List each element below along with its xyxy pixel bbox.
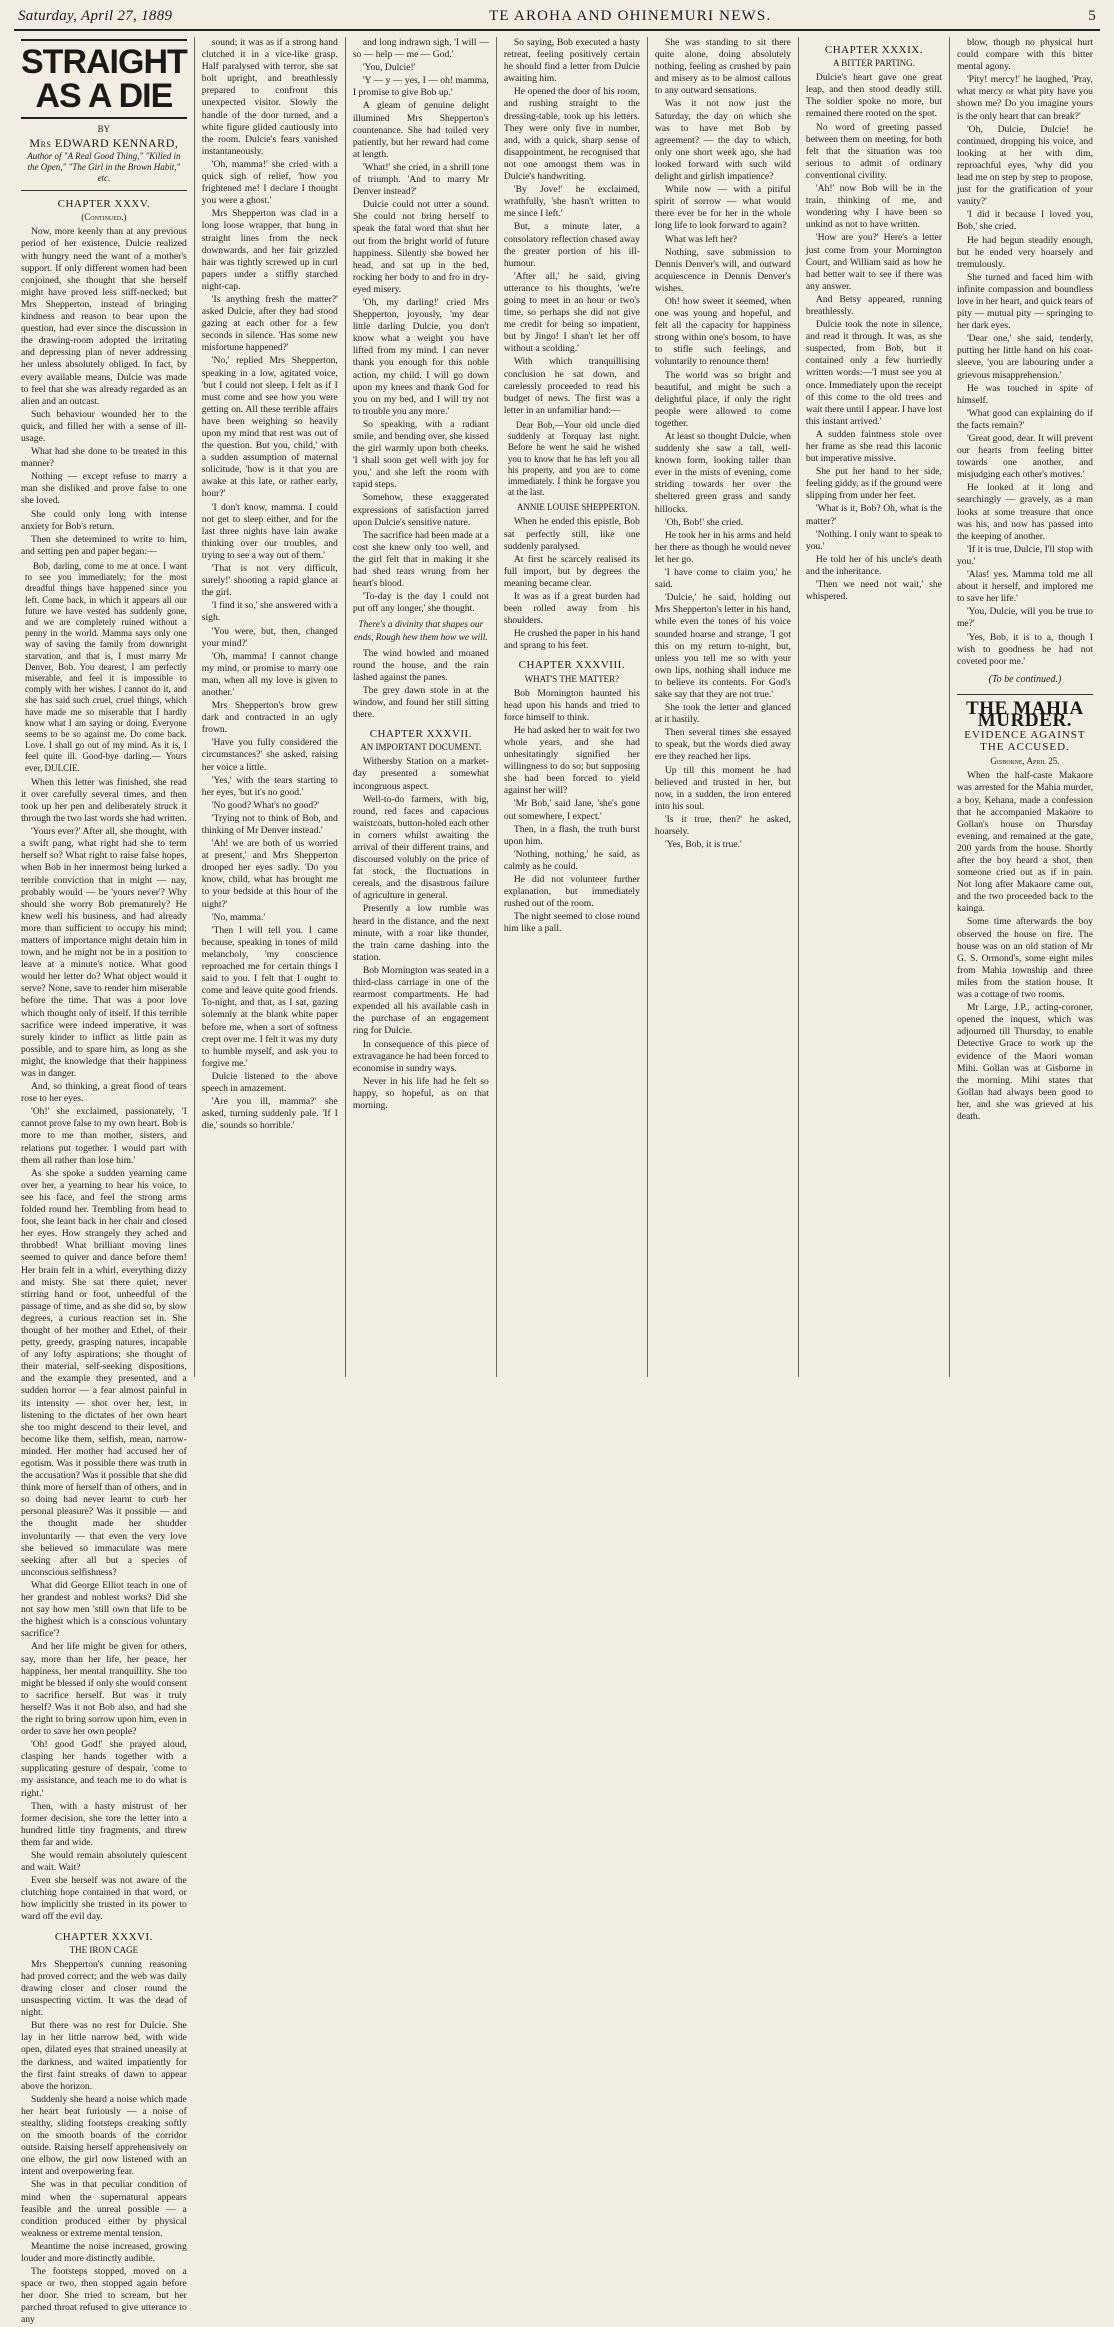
paragraph: 'After all,' he said, giving utterance to his thoughts, 'we're going to meet in an hour or two's time, so perhaps she did not give me credit for being so impatient, but by Jingo! I shan't let her off without a scolding.' <box>503 270 640 355</box>
article-dateline: Gisborne, April 25. <box>990 756 1060 767</box>
paragraph: He took her in his arms and held her there as though he would never let her go. <box>654 529 791 565</box>
paragraph: And her life might be given for others, say, more than her life, her peace, her happiness, her mental tranquillity. She too might be blessed if only she would consent to sacrifice herself. But was it truly herself? Was it not Bob also, and had she the right to bring sorrow upon him, even in order to save her own people? <box>21 1641 187 1738</box>
letter-text: Dear Bob,—Your old uncle died suddenly at Torquay last night. Before he went he said he wished you to know that he has left you all his property, and you are to come immediately. I think he forgave you at the last. <box>507 419 640 498</box>
issue-date: Saturday, April 27, 1889 <box>18 8 173 24</box>
letter <box>25 561 187 774</box>
author-credits: Author of "A Real Good Thing," "Killed in the Open," "The Girl in the Brown Habit," etc. <box>27 151 181 184</box>
paragraph: Oh! how sweet it seemed, when one was young and hopeful, and felt all the capacity for happiness strong within one's bosom, to have to stifle such feelings, and voluntarily to renounce them! <box>654 295 791 368</box>
paragraph: Nothing, save submission to Dennis Denver's will, and outward acquiescence in Dennis Denver's wishes. <box>654 246 791 294</box>
paragraph: 'I don't know, mamma. I could not get to sleep either, and for the last three nights have lain awake thinking over our troubles, and trying to see a way out of them.' <box>201 501 338 561</box>
paragraph: Dulcie took the note in silence, and read it through. It was, as she suspected, from Bob, but it contained only a few hurriedly written words:—'I must see you at once. Immediately upon the receipt of this come to the old trees and wait there until I appear. I have lost this instant arrived.' <box>805 319 942 427</box>
paragraph: With which tranquillising conclusion he sat down, and carelessly proceeded to read his budget of news. The first was a letter in an unfamiliar hand:— <box>503 356 640 416</box>
chapter-heading: CHAPTER XXXIX. <box>824 44 923 56</box>
paragraph: She could only long with intense anxiety for Bob's return. <box>21 508 187 532</box>
paragraph: 'Y — y — yes, I — oh! mamma, I promise to give Bob up.' <box>352 75 489 99</box>
divider <box>21 190 187 191</box>
paragraph: 'Nothing. I only want to speak to you.' <box>805 528 942 552</box>
paragraph: He had begun steadily enough, but he ended very hoarsely and tremulously. <box>956 234 1093 270</box>
chapter-heading: CHAPTER XXXVII. <box>369 728 472 741</box>
paragraph: 'Mr Bob,' said Jane, 'she's gone out somewhere, I expect.' <box>503 798 640 822</box>
paragraph: 'To-day is the day I could not put off any longer,' she thought. <box>352 591 489 615</box>
paragraph: Somehow, these exaggerated expressions of satisfaction jarred upon Dulcie's sensitive nature. <box>352 492 489 528</box>
chapter-subheading: A BITTER PARTING. <box>832 58 915 69</box>
serial-author: Mrs EDWARD KENNARD, <box>29 136 179 151</box>
paragraph: blow, though no physical hurt could compare with this bitter mental agony. <box>956 37 1093 73</box>
column-3 <box>345 37 496 1377</box>
paragraph: 'What!' she cried, in a shrill tone of triumph. 'And to marry Mr Denver instead?' <box>352 161 489 198</box>
paragraph: He was touched in spite of himself. <box>956 382 1093 406</box>
paragraph: 'I find it so,' she answered with a sigh. <box>201 600 338 624</box>
paragraph: 'Oh, my darling!' cried Mrs Shepperton, joyously, 'my dear little darling Dulcie, you don't know what a weight you have lifted from my mind. I can never thank you enough for this noble action, my child. I will go down upon my knees and thank God for you on my bed, and I will try not to trouble you any more.' <box>352 296 489 417</box>
divider <box>957 694 1093 695</box>
paragraph: Up till this moment he had believed and trusted in her, but now, in a sudden, the iron entered into his soul. <box>654 764 791 812</box>
paragraph: 'Dear one,' she said, tenderly, putting her little hand on his coat-sleeve, 'you are labouring under a grievous misapprehension.' <box>956 333 1093 381</box>
paragraph: 'You were, but, then, changed your mind?' <box>201 625 338 649</box>
paragraph: 'What is it, Bob? Oh, what is the matter?' <box>805 503 942 527</box>
paragraph: Never in his life had he felt so happy, so hopeful, as on that morning. <box>352 1075 489 1111</box>
page-number: 5 <box>1088 8 1096 24</box>
paragraph: The night seemed to close round him like a pall. <box>503 911 640 935</box>
paragraph: 'Yes,' with the tears starting to her eyes, 'but it's no good.' <box>201 774 338 798</box>
chapter-subheading: AN IMPORTANT DOCUMENT. <box>360 742 482 753</box>
paragraph: 'How are you?' Here's a letter just come from your Mornington Court, and William said as how he had better wait to see if there was any answer. <box>805 232 942 292</box>
paragraph: Mrs Shepperton's cunning reasoning had proved correct; and the web was daily drawing closer and closer round the unsuspecting victim. It was the dead of night. <box>21 1958 187 2019</box>
paragraph: What was left her? <box>664 233 738 245</box>
paragraph: 'Yes, Bob, it is true.' <box>664 839 742 851</box>
article-headline: THE MAHIA MURDER. <box>966 697 1084 731</box>
paragraph: Some time afterwards the boy observed the house on fire. The house was on an old station of Mr G. S. Ormond's, some eight miles from Mahia township and three miles from the station house. It was a cottage of two rooms. <box>956 916 1093 1001</box>
paragraph: Mrs Shepperton's brow grew dark and contracted in an ugly frown. <box>201 700 338 736</box>
paragraph: So speaking, with a radiant smile, and bending over, she kissed the girl warmly upon both cheeks. 'I shall soon get well with joy for you,' and she left the room with rapid steps. <box>352 418 489 491</box>
paragraph: 'Is anything fresh the matter?' asked Dulcie, after they had stood gazing at each other for a few seconds in silence. 'Has some new misfortune happened?' <box>201 293 338 354</box>
paragraph: Then, with a hasty mistrust of her former decision, she tore the letter into a hundred little tiny fragments, and threw them far and wide. <box>21 1800 187 1848</box>
paragraph: He did not volunteer further explanation, but immediately rushed out of the room. <box>503 874 640 910</box>
paragraph: Dulcie listened to the above speech in amazement. <box>201 1070 338 1094</box>
paragraph: She would remain absolutely quiescent and wait. Wait? <box>21 1850 187 1874</box>
paragraph: A sudden faintness stole over her frame as she read this laconic but imperative missive. <box>805 428 942 465</box>
paragraph: 'By Jove!' he exclaimed, wrathfully, 'she hasn't written to me since I left.' <box>503 184 640 220</box>
paragraph: She was in that peculiar condition of mind when the supernatural appears feasible and the unreal possible — a condition produced either by physical weakness or extreme mental tension. <box>21 2179 187 2239</box>
paragraph: And Betsy appeared, running breathlessly. <box>805 293 942 317</box>
paragraph: 'Pity! mercy!' he laughed, 'Pray, what mercy or what pity have you shown me? Do you imagine yours is the only heart that can break?' <box>956 74 1093 122</box>
paragraph: Bob Mornington haunted his head upon his hands and tried to force himself to think. <box>503 687 640 723</box>
chapter-heading: CHAPTER XXXV. <box>57 198 151 211</box>
column-4 <box>496 37 647 1377</box>
paragraph: and long indrawn sigh, 'I will — so — help — me — God.' <box>352 37 489 61</box>
paragraph: 'Have you fully considered the circumstances?' she asked, raising her voice a little. <box>201 737 338 773</box>
paragraph: 'No, mamma.' <box>211 911 266 923</box>
paragraph: But, a minute later, a consolatory reflection chased away the greater portion of his ill-humour. <box>503 221 640 269</box>
paragraph: The wind howled and moaned round the house, and the rain lashed against the panes. <box>352 647 489 683</box>
column-1 <box>14 37 194 2326</box>
verse: There's a divinity that shapes our ends, Rough hew them how we will. <box>353 620 488 643</box>
paragraph: 'No good? What's no good?' <box>211 799 320 811</box>
paragraph: When he ended this epistle, Bob sat perfectly still, like one suddenly paralysed. <box>503 516 640 552</box>
paragraph: He opened the door of his room, and rushing straight to the dressing-table, took up his letters. They were only five in number, and, with a quick, sharp sense of disappointment, he recognised that not one amongst them was in Dulcie's handwriting. <box>503 86 640 183</box>
paragraph: He told her of his uncle's death and the inheritance. <box>805 553 942 577</box>
paragraph: No word of greeting passed between them on meeting, for both felt that the situation was too serious to admit of ordinary conventional civility. <box>805 121 942 181</box>
paragraph: 'Are you ill, mamma?' she asked, turning suddenly pale. 'If I die,' sounds so horrible.' <box>201 1096 338 1132</box>
chapter-heading: CHAPTER XXXVIII. <box>518 659 626 672</box>
paragraph: Then several times she essayed to speak, but the words died away ere they reached her lips. <box>654 727 791 763</box>
paragraph: The sacrifice had been made at a cost she knew only too well, and the girl felt that in making it she had shed tears wrung from her heart's blood. <box>352 529 489 590</box>
article-subheadline: EVIDENCE AGAINST THE ACCUSED. <box>964 729 1086 754</box>
paragraph: 'That is not very difficult, surely!' shooting a rapid glance at the girl. <box>201 563 338 599</box>
paragraph: The footsteps stopped, moved on a space or two, then stopped again before her door. She tried to scream, but her parched throat refused to give utterance to any <box>21 2266 187 2326</box>
columns <box>14 37 1100 2326</box>
paragraph: He looked at it long and searchingly — gravely, as a man looks at some treasure that once was his, and now has passed into the keeping of another. <box>956 482 1093 542</box>
paragraph: Presently a low rumble was heard in the distance, and the next minute, with a roar like thunder, the train came dashing into the station. <box>352 903 489 963</box>
paragraph: At least so thought Dulcie, when suddenly she saw a tall, well-known form, looking taller than ever in the mists of evening, come striding towards her over the sheltered green grass and sandy hillocks. <box>654 431 791 515</box>
paragraph: 'No,' replied Mrs Shepperton, speaking in a low, agitated voice, 'but I could not sleep. I felt as if I must come and see how you were getting on. All these terrible affairs have been weighing so heavily upon my mind that rest was out of the question. But you, child,' with a sudden assumption of maternal solicitude, 'how is it that you are awake at this late, or rather early, hour?' <box>201 355 338 500</box>
chapter-subheading: THE IRON CAGE <box>69 1944 139 1955</box>
byline-by: BY <box>97 124 111 134</box>
chapter-subheading: WHAT'S THE MATTER? <box>524 673 620 684</box>
paragraph: 'Oh, mamma! I cannot change my mind, or promise to marry one man, when all my love is given to another.' <box>201 650 338 698</box>
paragraph: When the half-caste Makaore was arrested for the Mahia murder, a boy, Kehana, made a confession that he accompanied Makaore to Gollan's house on Thursday evening, and remained at the gate, 200 yards from the house. Shortly after the boy heard a shot, then someone cried out as if in pain. Not long after Makaore came out, and the two proceeded back to the kainga. <box>956 770 1093 915</box>
paragraph: sound; it was as if a strong hand clutched it in a vice-like grasp. Half paralysed with terror, she sat bolt upright, and breathlessly prepared to confront this unexpected visitor. Slowly the handle of the door turned, and a white figure glided cautiously into the room. Dulcie's fears vanished instantaneously. <box>201 37 338 157</box>
paragraph: 'Is it true, then?' he asked, hoarsely. <box>654 813 791 837</box>
paragraph: While now — with a pitiful spirit of sorrow — what would there ever be for her in the whole long life to look forward to again? <box>654 184 791 232</box>
paragraph: 'Oh! good God!' she prayed aloud, clasping her hands together with a supplicating gesture of despair, 'come to my assistance, and teach me to do what is right.' <box>21 1739 187 1799</box>
paragraph: 'I did it because I loved you, Bob,' she cried. <box>956 209 1093 233</box>
chapter-subheading: (Continued.) <box>81 212 127 223</box>
paragraph: She put her hand to her side, feeling giddy, as if the ground were slipping from under her feet. <box>805 466 942 502</box>
paragraph: In consequence of this piece of extravagance he had been forced to economise in sundry ways. <box>352 1038 489 1074</box>
paragraph: 'Great good, dear. It will prevent our hearts from feeling bitter towards one another, and misjudging each other's motives.' <box>956 433 1093 481</box>
paragraph: And, so thinking, a great flood of tears rose to her eyes. <box>21 1081 187 1105</box>
paragraph: Suddenly she heard a noise which made her heart beat furiously — a noise of stealthy, sliding footsteps creaking softly on the smooth boards of the corridor outside. Raising herself apprehensively on one elbow, the girl now listened with an intent and overpowering fear. <box>21 2093 187 2178</box>
letter <box>508 420 640 498</box>
paragraph: 'Then I will tell you. I came because, speaking in tones of mild melancholy, 'my conscience reproached me for certain things I said to you. I felt that I ought to come and leave quite good friends. To-night, and that, as I sat, gazing solemnly at the blank white paper before me, when a sort of softness crept over me. I felt it was my duty to humble myself, and ask you to forgive me.' <box>201 924 338 1069</box>
paragraph: Now, more keenly than at any previous period of her existence, Dulcie realized with hungry need the want of a mother's support. If only different women had been conjoined, she thought that she herself might have proved less stiff-necked; but Mrs Shepperton, instead of bringing kindness and reason to bear upon the question, had ever since the discussion in the drawing-room adopted the irritating and depressing plan of never addressing her unless absolutely obliged. In fact, by every available means, Dulcie was made to feel that she was already regarded as an alien and an outcast. <box>21 226 187 407</box>
column-6 <box>798 37 949 1377</box>
column-5 <box>647 37 798 1377</box>
paragraph: 'If it is true, Dulcie, I'll stop with you.' <box>956 543 1093 567</box>
paragraph: 'Oh, mamma!' she cried with a quick sigh of relief, 'how you frightened me! I declare I thought you were a ghost.' <box>201 158 338 207</box>
paragraph: 'You, Dulcie!' <box>362 62 416 74</box>
paragraph: So saying, Bob executed a hasty retreat, feeling positively certain he should find a letter from Dulcie awaiting him. <box>503 37 640 85</box>
paragraph: He had asked her to wait for two whole years, and she had unhesitatingly signified her willingness to do so; but supposing she had been forced to yield against her will? <box>503 724 640 797</box>
paragraph: It was as if a great burden had been rolled away from his shoulders. <box>503 590 640 627</box>
letter-text: Bob, darling, come to me at once. I want to see you immediately; for the most dreadful things have happened since you left. Come back, in which it appears all our future we have vested has suddenly gone, and we are completely ruined without a penny in the world. Mamma says only one way of saving the family from downright starvation, and that is, I must marry Mr Denver, Bob. You dearest, I am perfectly miserable, and feel it is impossible to comply with her wishes. I cannot do it, and she has said such cruel, cruel things, which have made me so miserable that I hardly know what I am saying or doing. Everyone seems to be so against me. Do come back. Love. I shall go out of my mind. As it is, I feel quite ill. Good-bye darling.— Yours ever, DULCIE. <box>25 560 187 773</box>
paragraph: But there was no rest for Dulcie. She lay in her little narrow bed, with wide open, dilated eyes that strained uneasily at the darkness, and waited impatiently for the first faint streaks of dawn to appear above the horizon. <box>21 2020 187 2092</box>
paragraph: 'What good can explaining do if the facts remain?' <box>956 407 1093 431</box>
paragraph: Even she herself was not aware of the clutching hope contained in that word, or how implicitly she trusted in its power to ward off the evil day. <box>21 1875 187 1923</box>
paragraph: She took the letter and glanced at it hastily. <box>654 702 791 726</box>
paragraph: 'Trying not to think of Bob, and thinking of Mr Denver instead.' <box>201 812 338 836</box>
paragraph: At first he scarcely realised its full import, but by degrees the meaning became clear. <box>503 553 640 589</box>
paragraph: Then, in a flash, the truth burst upon him. <box>503 823 640 847</box>
paragraph: Nothing — except refuse to marry a man she disliked and prove false to one she loved. <box>21 471 187 507</box>
paragraph: 'Then we need not wait,' she whispered. <box>805 579 942 603</box>
paragraph: Then she determined to write to him, and setting pen and paper began:— <box>21 533 187 557</box>
paper-name: TE AROHA AND OHINEMURI NEWS. <box>489 8 772 24</box>
paragraph: 'Yours ever?' After all, she thought, with a swift pang, what right had she to term herself so? What right to raise false hopes, when Bob in her innermost being lurked a terrible conviction that in might — nay, probably would — be 'yours never'? Why should she worry Bob prematurely? He knew well his business, and had already more than sufficient to occupy his mind; matters of importance might detain him in town, and he might not be in a position to leave at a minute's notice. What good would her letter do? What object would it serve? None, save to render him miserable before the time. That was a poor love which thought only of itself. If this terrible sacrifice were indeed imperative, it was surely kinder to inflict as little pain as possible, and to spare him, as long as she might, the knowledge that their happiness was in danger. <box>21 826 187 1080</box>
paragraph: As she spoke a sudden yearning came over her, a yearning to hear his voice, to see his face, and feel the strong arms folded round her. Trembling from head to foot, she leant back in her chair and closed her eyes. How strangely they ached and throbbed! What brilliant moving lines seemed to quiver and dance before them! Her brain felt in a whirl, everything dizzy and misty. She sat there quiet, never stirring hand or foot, unheedful of the passage of time, and as she did so, by slow degrees, a curious reaction set in. She thought of her mother and Ethel, of their petty, greedy, grasping natures, incapable of any lofty aspirations; she thought of their material, self-seeking dispositions, and the example they presented, and a sudden horror — a fear almost painful in its intensity — shot over her, lest, in listening to the dictates of her own heart she too might descend to their level, and become like them, selfish, mean, narrow-minded. Her mother had accused her of egotism. Was it possible there was truth in the accusation? Was it possible that she did think more of herself than of others, and in so doing had never learnt to curb her personal pleasure? Was it possible — and the thought made her shudder involuntarily — that even the very love she believed so immaculate was mere seeking after all but a species of unconscious selfishness? <box>21 1167 187 1578</box>
paragraph: Dulcie could not utter a sound. She could not bring herself to speak the fatal word that shut her out from the bright world of future happiness. Silently she bowed her head, and sat up in the bed, rocking her body to and fro in dry-eyed misery. <box>352 199 489 295</box>
paragraph: The world was so bright and beautiful, and might be such a delightful place, if only the right people were allowed to come together. <box>654 369 791 429</box>
paragraph: The grey dawn stole in at the window, and found her still sitting there. <box>352 684 489 721</box>
paragraph: Was it not now just the Saturday, the day on which she was to have met Bob by agreement? — the day to which, only one short week ago, she had looked forward with such wild delight and girlish impatience? <box>654 98 791 183</box>
paragraph: 'Oh, Bob!' she cried. <box>664 516 744 528</box>
paragraph: 'Ah!' now Bob will be in the train, thinking of me, and wondering why I have been so unkind as not to have written. <box>805 183 942 231</box>
paragraph: Meantime the noise increased, growing louder and more distinctly audible. <box>21 2240 187 2265</box>
paragraph: She turned and faced him with infinite compassion and boundless love in her heart, and quick tears of pity — mutual pity — springing to her dark eyes. <box>956 271 1093 332</box>
paragraph: 'Ah! we are both of us worried at present,' and Mrs Shepperton drooped her eyes sadly. 'Do you know, child, what has brought me to your bedside at this hour of the night?' <box>201 838 338 910</box>
paragraph: What did George Elliot teach in one of her grandest and noblest works? Did she not say how men 'still own that life to be the highest which is a conscious voluntary sacrifice'? <box>21 1579 187 1640</box>
masthead <box>14 6 1100 31</box>
paragraph: Withersby Station on a market-day presented a somewhat incongruous aspect. <box>352 756 489 792</box>
paragraph: She was standing to sit there quite alone, doing absolutely nothing, feeling as crushed by pain and misery as to be almost callous to any outward sensations. <box>654 37 791 97</box>
paragraph: When this letter was finished, she read it over carefully several times, and then took up her pen and deliberately struck it through the two last words she had written. <box>21 776 187 825</box>
paragraph: 'Yes, Bob, it is to a, though I wish to goodness he had not coveted poor me.' <box>956 631 1093 667</box>
column-7 <box>949 37 1100 1377</box>
paragraph: 'Dulcie,' he said, holding out Mrs Shepperton's letter in his hand, while even the tones of his voice sounded hoarse and strange, 'I got this on my return to-night, but, unless you tell me so with your own lips, nothing shall induce me to believe its contents. For God's sake say that they are not true.' <box>654 592 791 700</box>
paragraph: 'Nothing, nothing,' he said, as calmly as he could. <box>503 848 640 872</box>
paragraph: 'Oh!' she exclaimed, passionately, 'I cannot prove false to my own heart. Bob is more to me than mother, sisters, and relations put together. I would part with them all rather than lose him.' <box>21 1106 187 1166</box>
to-be-continued: (To be continued.) <box>988 673 1062 685</box>
chapter-heading: CHAPTER XXXVI. <box>54 1930 153 1943</box>
paragraph: Mr Large, J.P., acting-coroner, opened the inquest, which was adjourned till Thursday, to enable Detective Grace to work up the evidence of the Maori woman Mihi. Gollan was at Gisborne in the morning. Mihi states that Gollan had always been good to her, and she was grieved at his death. <box>956 1002 1093 1122</box>
paragraph: Well-to-do farmers, with big, round, red faces and capacious waistcoats, button-holed each other in corners whilst awaiting the arrival of their different trains, and discoursed volubly on the price of fat stock, the fluctuations in cereals, and the disastrous failure of agriculture in general. <box>352 793 489 902</box>
paragraph: Bob Mornington was seated in a third-class carriage in one of the rearmost compartments. He had expended all his available cash in the purchase of an engagement ring for Dulcie. <box>352 964 489 1037</box>
paragraph: A gleam of genuine delight illumined Mrs Shepperton's countenance. She had toiled very patiently, but her reward had come at length. <box>352 100 489 160</box>
letter-signature: ANNIE LOUISE SHEPPERTON. <box>516 502 640 513</box>
paragraph: 'Alas! yes. Mamma told me all about it herself, and implored me to save her life.' <box>956 569 1093 605</box>
serial-title: STRAIGHT AS A DIE <box>21 39 187 119</box>
paragraph: What had she done to be treated in this manner? <box>21 446 187 470</box>
paragraph: 'You, Dulcie, will you be true to me?' <box>956 606 1093 630</box>
paragraph: 'Oh, Dulcie, Dulcie! he continued, dropping his voice, and looking at her with dim, reproachful eyes, 'why did you lead me on step by step to propose, just for the gratification of your vanity?' <box>956 123 1093 208</box>
paragraph: 'I have come to claim you,' he said. <box>654 567 791 591</box>
column-2 <box>194 37 345 1377</box>
paragraph: Such behaviour wounded her to the quick, and filled her with a sense of ill-usage. <box>21 408 187 444</box>
paragraph: He crushed the paper in his hand and sprang to his feet. <box>503 628 640 652</box>
paragraph: Mrs Shepperton was clad in a long loose wrapper, that hung in straight lines from the neck downwards, and her fair grizzled hair was tightly screwed up in curl papers under a stiffly starched night-cap. <box>201 208 338 292</box>
paragraph: Dulcie's heart gave one great leap, and then stood deadly still. The soldier spoke no more, but remained there rooted on the spot. <box>805 72 942 120</box>
